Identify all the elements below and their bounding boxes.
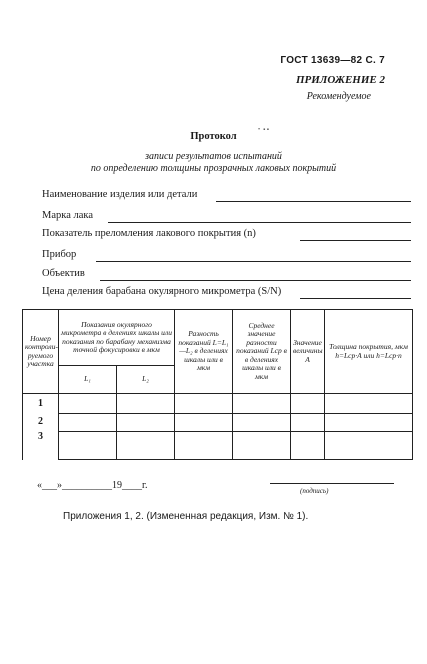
field-line (100, 280, 411, 281)
col-header-l1: L₁ (59, 366, 117, 394)
subtitle-line-2: по определению толщины прозрачных лаковых покрытий (90, 163, 337, 174)
table-cell (59, 394, 117, 414)
field-product-name: Наименование изделия или детали (42, 189, 198, 200)
field-scale-division: Цена деления барабана окулярного микрометра (S/N) (42, 286, 282, 297)
signature-label: (подпись) (300, 487, 329, 495)
field-refractive-index: Показатель преломления лакового покрытия (n) (42, 228, 256, 239)
table-cell (325, 394, 413, 414)
col-header-difference: Разность показаний L=L₁—L₂ в делениях шкалы или в мкм (175, 310, 233, 394)
appendix-label: ПРИЛОЖЕНИЕ 2 (295, 74, 385, 86)
field-lacquer-brand: Марка лака (42, 210, 93, 221)
table-cell (325, 432, 413, 460)
field-line (300, 298, 411, 299)
table-cell (59, 414, 117, 432)
subtitle-line-1: записи результатов испытаний (145, 151, 282, 162)
col-header-value-a: Значение величины A (291, 310, 325, 394)
protocol-table (22, 309, 413, 460)
field-instrument: Прибор (42, 249, 77, 260)
table-cell (175, 414, 233, 432)
recommended-label: Рекомендуемое (306, 91, 371, 102)
table-cell (175, 394, 233, 414)
date-line: «___»__________19____г. (37, 480, 148, 491)
table-cell (291, 394, 325, 414)
table-cell (175, 432, 233, 460)
table-cell (117, 414, 175, 432)
table-cell (291, 414, 325, 432)
scan-mark: • ▪ ▪ (258, 127, 269, 133)
table-cell (117, 432, 175, 460)
table-cell (59, 432, 117, 460)
col-header-mean-difference: Среднее значение разности показаний Lср в в делениях шкалы или в мкм (233, 310, 291, 394)
row-number: 3 (23, 432, 59, 460)
table-cell (117, 394, 175, 414)
document-title: Протокол (190, 131, 237, 142)
table-cell (233, 414, 291, 432)
field-line (96, 261, 411, 262)
field-line (108, 222, 411, 223)
standard-header: ГОСТ 13639—82 С. 7 (280, 55, 385, 66)
field-line (216, 201, 411, 202)
field-line (300, 240, 411, 241)
field-objective: Объектив (42, 268, 85, 279)
table-cell (233, 432, 291, 460)
col-header-area-number: Номер контроли-руемого участка (23, 310, 59, 394)
signature-line (270, 483, 394, 484)
table-cell (325, 414, 413, 432)
table-cell (233, 394, 291, 414)
row-number: 1 (23, 394, 59, 414)
footer-note: Приложения 1, 2. (Измененная редакция, Изм. № 1). (63, 511, 309, 522)
row-number: 2 (23, 414, 59, 432)
col-header-thickness: Толщина покрытия, мкм h=Lср·A или h=Lср·n (325, 310, 413, 394)
table-cell (291, 432, 325, 460)
col-header-l2: L₂ (117, 366, 175, 394)
col-header-micrometer-readings: Показания окулярного микрометра в делениях шкалы или показания по барабану механизма точной фокусировки в мкм (59, 310, 175, 366)
